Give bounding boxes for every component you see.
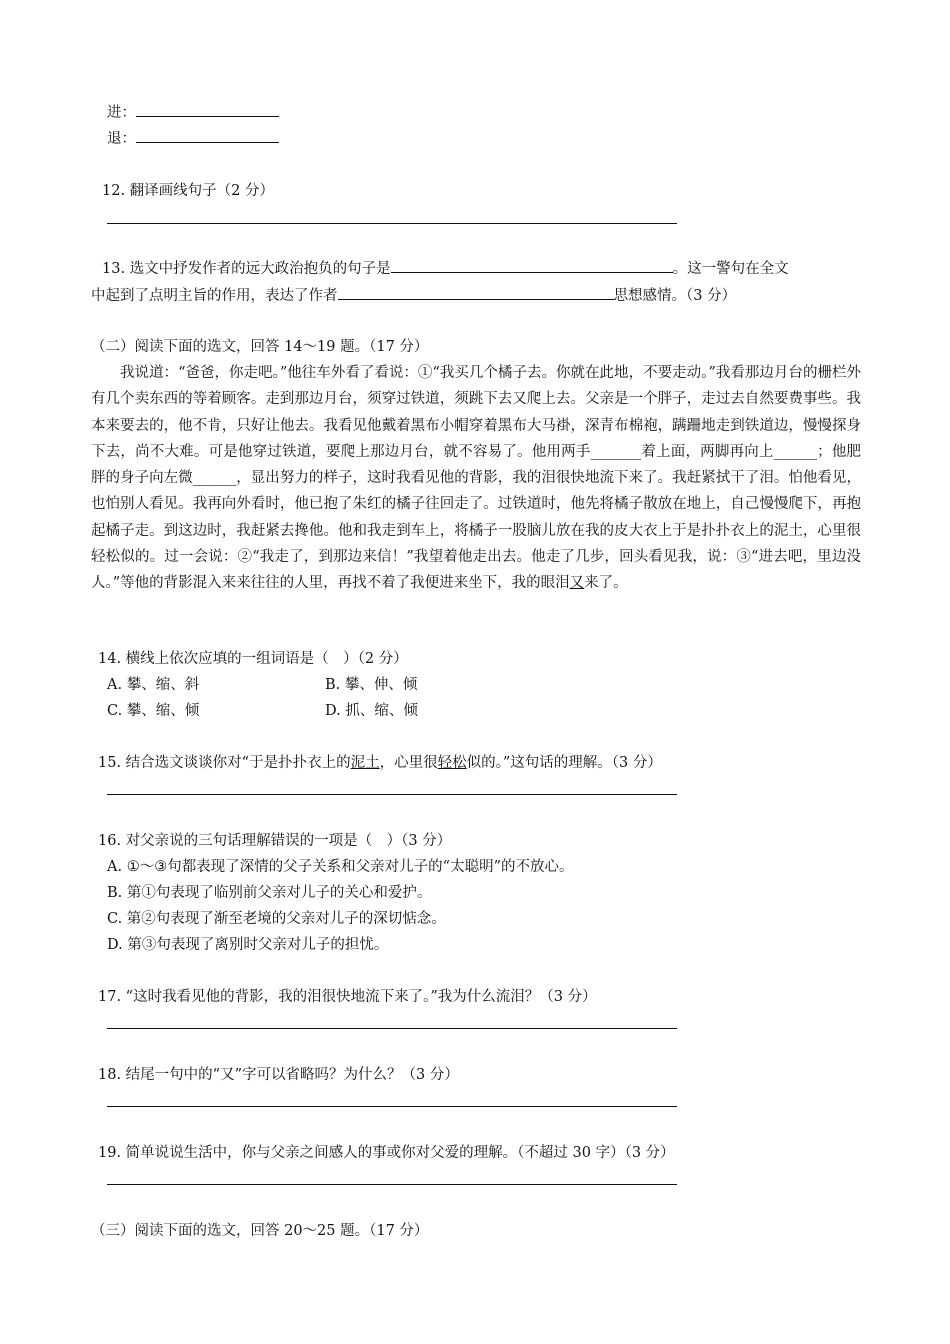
q13-part2: 。这一警句在全文 — [672, 261, 789, 277]
passage-blank-3: ______ — [192, 470, 237, 487]
q18-answer-line[interactable] — [107, 1092, 677, 1107]
q11-tui-row — [107, 126, 279, 152]
q11-jin-row — [107, 100, 279, 126]
passage-underlined-you: 又 — [569, 575, 585, 592]
q11-tui-answer-line[interactable] — [136, 128, 279, 143]
q15-text-post: 似的。”这句话的理解。（3 分） — [466, 755, 662, 771]
q15-answer-row — [107, 778, 677, 804]
q16-option-a[interactable]: A. ①～③句都表现了深情的父子关系和父亲对儿子的“太聪明”的不放心。 — [107, 859, 574, 875]
passage-text-5: 来了。 — [584, 575, 628, 592]
passage-beiying — [91, 360, 861, 597]
q18-answer-row — [107, 1090, 677, 1116]
q17-stem: 17. “这时我看见他的背影，我的泪很快地流下来了。”我为什么流泪？（3 分） — [98, 989, 597, 1005]
q17-answer-row — [107, 1012, 677, 1038]
q16-stem: 16. 对父亲说的三句话理解错误的一项是（ ）（3 分） — [98, 833, 452, 849]
section3-heading: （三）阅读下面的选文，回答 20～25 题。（17 分） — [91, 1223, 429, 1239]
q16-option-d[interactable]: D. 第③句表现了离别时父亲对儿子的担忧。 — [107, 937, 389, 953]
q11-jin-answer-line[interactable] — [136, 102, 279, 117]
q14-option-c[interactable]: C. 攀、缩、倾 — [107, 703, 200, 719]
q15-text-pre: 15. 结合选文谈谈你对“于是扑扑衣上的 — [98, 755, 351, 771]
passage-text-3: ；他肥胖的身子向左微 — [91, 443, 862, 487]
q15-stem — [98, 750, 662, 776]
q18-stem: 18. 结尾一句中的“又”字可以省略吗？为什么？（3 分） — [98, 1067, 459, 1083]
q14-stem: 14. 横线上依次应填的一组词语是（ ）（2 分） — [98, 651, 408, 667]
passage-text-4: ，显出努力的样子，这时我看见他的背影，我的泪很快地流下来了。我赶紧拭干了泪。怕他看见，也怕别人看见。我再向外看时，他已抱了朱红的橘子往回走了。过铁道时，他先将橘子散放在地上，自己慢慢爬下，再抱起橘子走。到这边时，我赶紧去搀他。他和我走到车上，将橘子一股脑儿放在我的皮大衣上于是扑扑衣上的泥土，心里很轻松似的。过一会说：②“我走了，到那边来信！”我望着他走出去。他走了几步，回头看见我，说：③“进去吧，里边没人。”等他的背影混入来来往往的人里，再找不着了我便进来坐下，我的眼泪 — [91, 470, 862, 592]
section2-heading: （二）阅读下面的选文，回答 14～19 题。（17 分） — [91, 339, 429, 355]
q13-blank-feeling[interactable] — [338, 285, 614, 300]
q14-option-b[interactable]: B. 攀、伸、倾 — [325, 677, 418, 693]
q11-jin-label: 进： — [107, 105, 136, 121]
q14-option-a[interactable]: A. 攀、缩、斜 — [107, 677, 200, 693]
q15-underlined-nitu: 泥土 — [350, 755, 380, 771]
q19-stem: 19. 简单说说生活中，你与父亲之间感人的事或你对父爱的理解。（不超过 30 字）（3 分） — [98, 1145, 675, 1161]
q13-blank-sentence[interactable] — [391, 258, 673, 273]
q19-answer-line[interactable] — [107, 1170, 677, 1185]
q13-part3: 中起到了点明主旨的作用，表达了作者 — [91, 288, 338, 304]
q15-underlined-qingsong: 轻松 — [437, 755, 467, 771]
q16-option-b[interactable]: B. 第①句表现了临别前父亲对儿子的关心和爱护。 — [107, 885, 432, 901]
q15-answer-line[interactable] — [107, 780, 677, 795]
q12-stem: 12. 翻译画线句子（2 分） — [102, 183, 275, 199]
q13-line1 — [102, 256, 789, 282]
passage-text-2: 着上面，两脚再向上 — [641, 443, 774, 460]
q17-answer-line[interactable] — [107, 1014, 677, 1029]
q19-answer-row — [107, 1168, 677, 1194]
q12-answer-line[interactable] — [107, 209, 677, 224]
passage-text-1: 我说道：“爸爸，你走吧。”他往车外看了看说：①“我买几个橘子去。你就在此地，不要走动。”我看那边月台的栅栏外有几个卖东西的等着顾客。走到那边月台，须穿过铁道，须跳下去又爬上去。父亲是一个胖子，走过去自然要费事些。我本来要去的，他不肯，只好让他去。我看见他戴着黑布小帽穿着黑布大马褂，深青布棉袍，蹒跚地走到铁道边，慢慢探身下去，尚不大难。可是他穿过铁道，要爬上那边月台，就不容易了。他用两手 — [91, 365, 861, 460]
q13-part1: 13. 选文中抒发作者的远大政治抱负的句子是 — [102, 261, 391, 277]
passage-paragraph — [91, 360, 861, 597]
q13-part4: 思想感情。（3 分） — [613, 288, 737, 304]
q15-text-mid: ，心里很 — [379, 755, 438, 771]
q12-answer-row — [107, 207, 677, 233]
passage-blank-2: ______ — [773, 443, 818, 460]
q16-option-c[interactable]: C. 第②句表现了渐至老境的父亲对儿子的深切惦念。 — [107, 911, 446, 927]
q14-option-d[interactable]: D. 抓、缩、倾 — [325, 703, 418, 719]
passage-blank-1: _______ — [590, 443, 642, 460]
q13-line2 — [91, 283, 736, 309]
q11-tui-label: 退： — [107, 131, 136, 147]
